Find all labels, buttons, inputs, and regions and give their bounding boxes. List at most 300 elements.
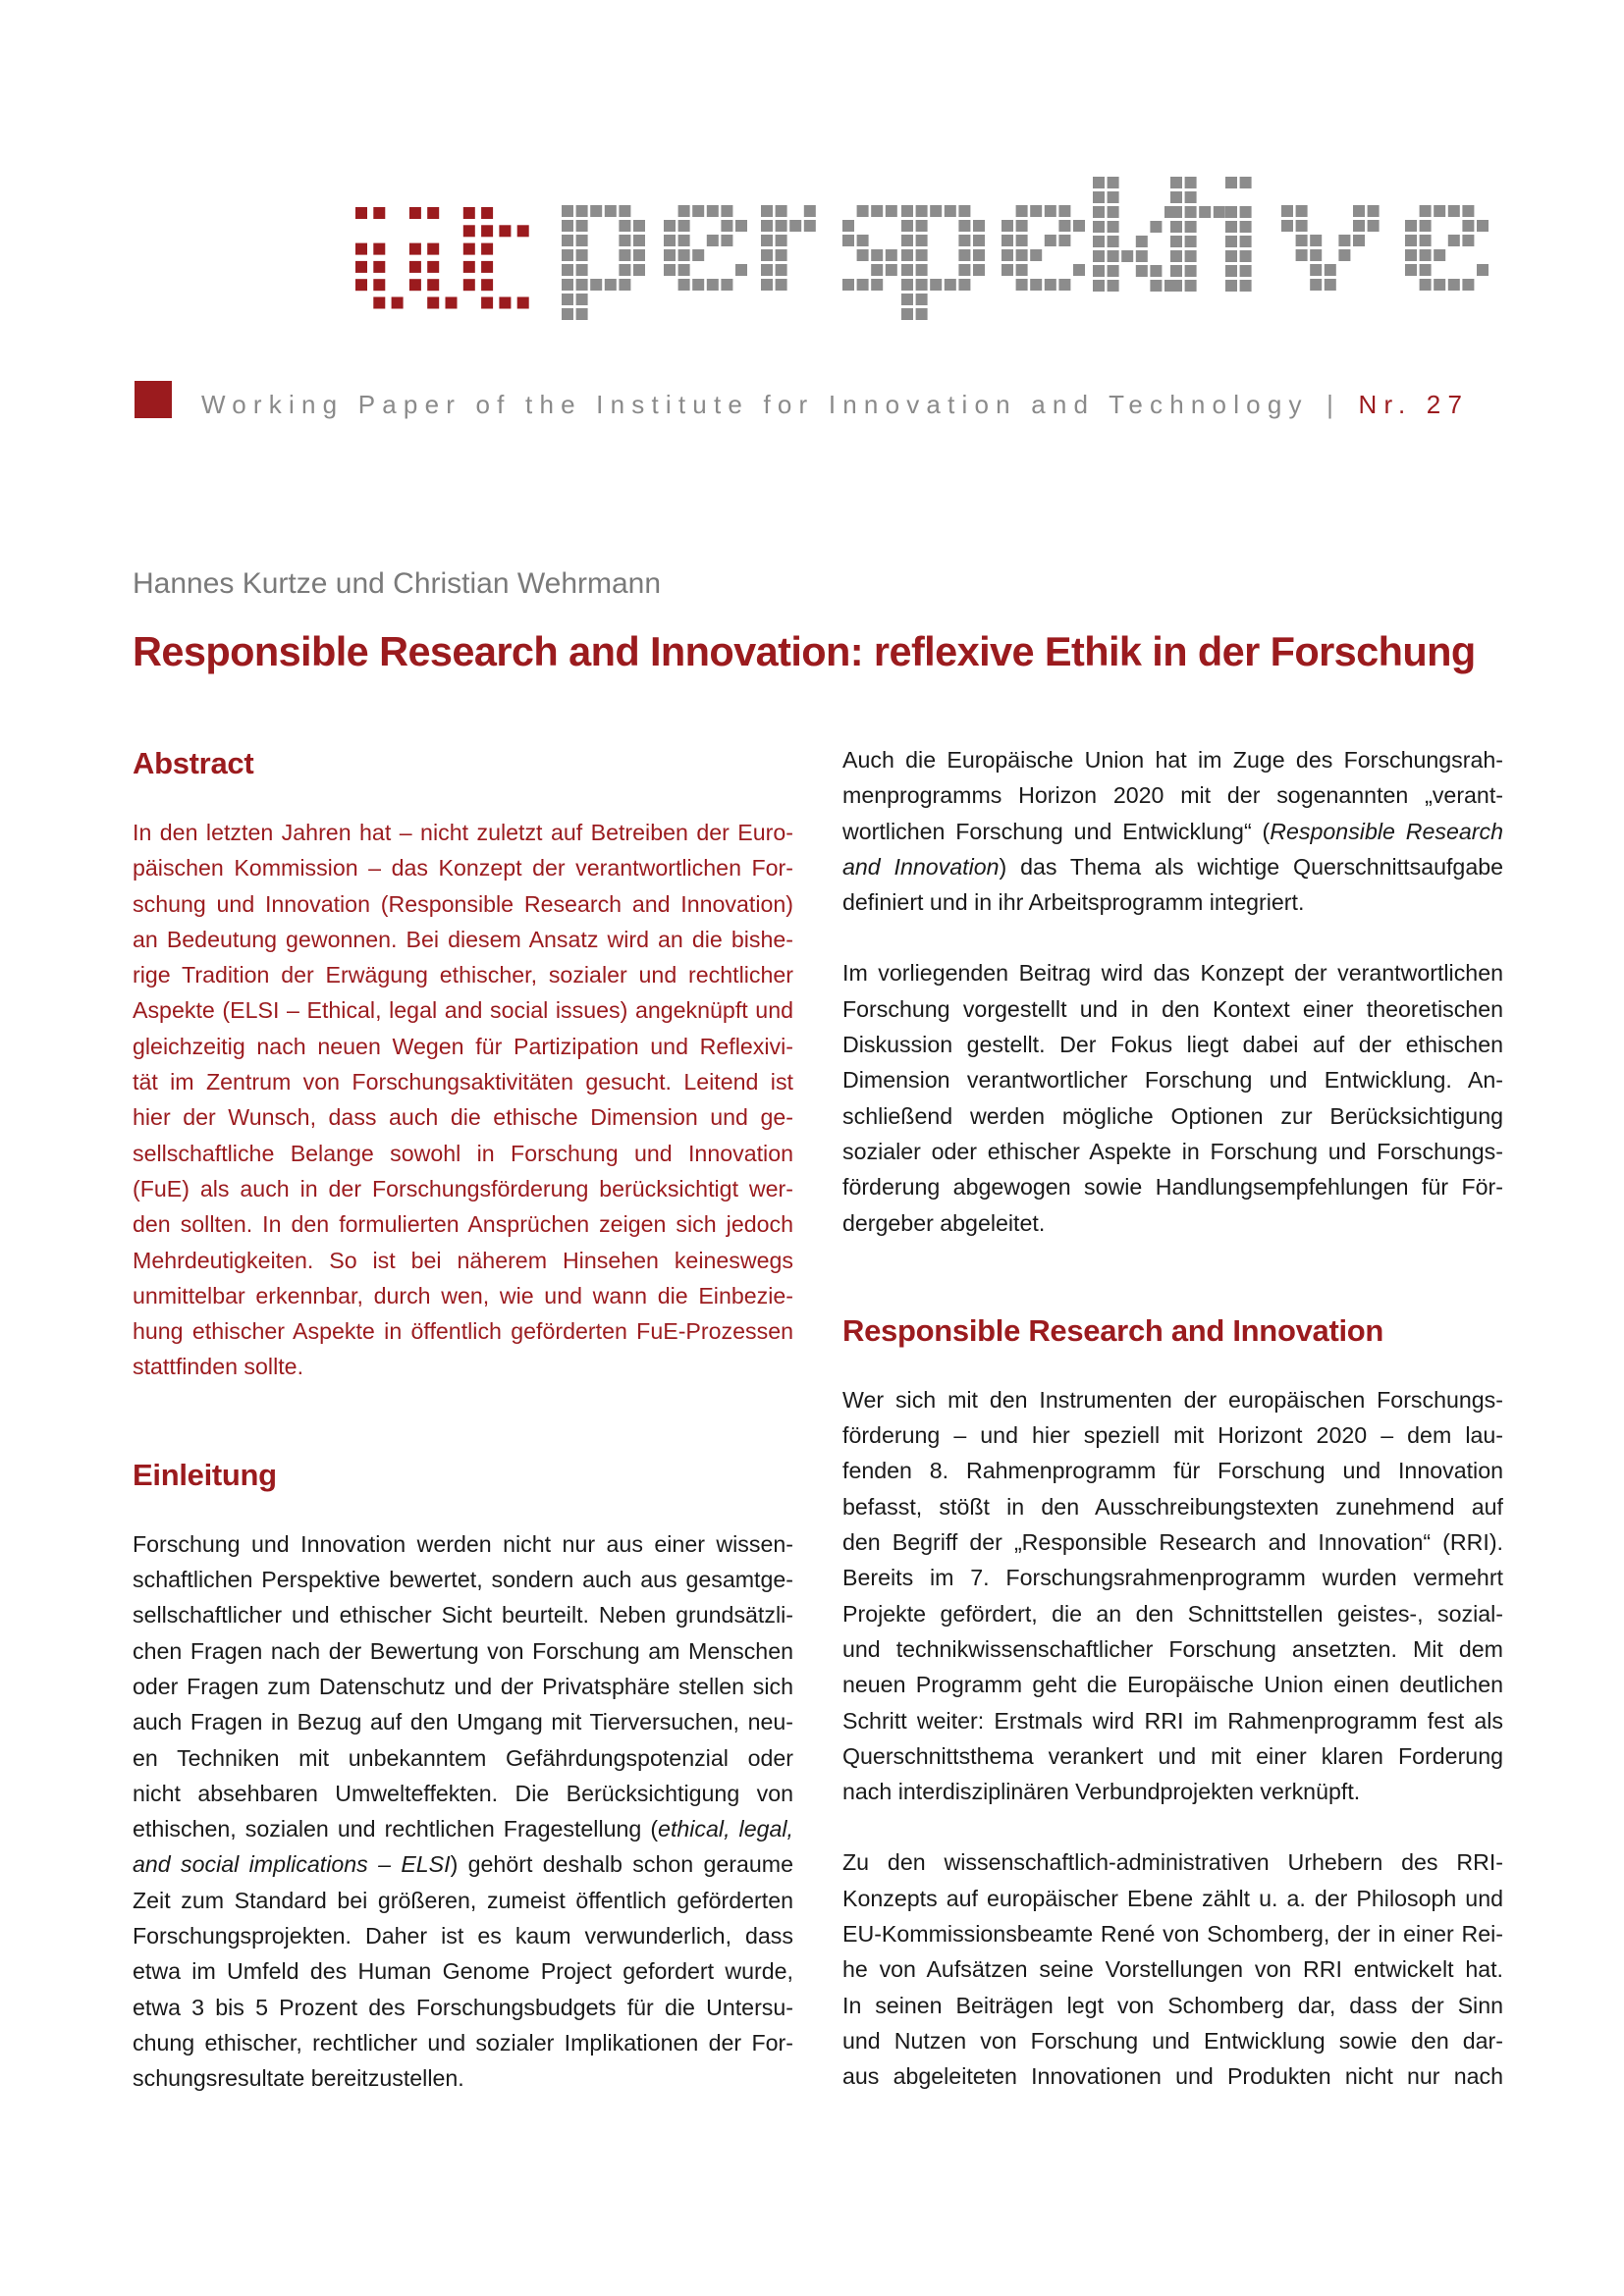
text-line: förderung – und hier speziell mit Horizont 2020 – dem lau-: [842, 1422, 1503, 1449]
logo-pixel: [842, 220, 854, 232]
logo-pixel: [1016, 205, 1028, 217]
logo-pixel: [916, 279, 928, 291]
logo-pixel: [871, 249, 883, 261]
logo-pixel: [463, 243, 475, 255]
logo-pixel: [1420, 249, 1432, 261]
logo-pixel: [721, 205, 732, 217]
logo-pixel: [735, 220, 747, 232]
logo-pixel: [776, 249, 787, 261]
logo-pixel: [1045, 235, 1056, 246]
logo-pixel: [901, 308, 913, 320]
text-line: In seinen Beiträgen legt von Schomberg dar, dass der Sinn: [842, 1992, 1503, 2018]
logo-pixel: [1448, 205, 1460, 217]
logo-wordmark-letter: [1225, 177, 1252, 292]
logo-pixel: [761, 220, 773, 232]
logo-pixel: [1405, 264, 1417, 276]
text-line: Forschung vorgestellt und in den Kontext einer theoretischen: [842, 995, 1503, 1022]
logo-pixel: [1477, 220, 1489, 232]
text-line: dergeber abgeleitet.: [842, 1209, 1046, 1236]
text-line: nicht absehbaren Umwelteffekten. Die Berücksichtigung von: [133, 1780, 793, 1806]
logo-pixel: [373, 207, 385, 219]
logo-pixel: [1325, 279, 1336, 291]
text-line: nach interdisziplinären Verbundprojekten verknüpft.: [842, 1779, 1361, 1805]
text-line: schungsresultate bereitzustellen.: [133, 2065, 464, 2092]
logo-pixel: [1016, 264, 1028, 276]
logo-pixel: [1405, 235, 1417, 246]
logo-pixel: [1030, 205, 1042, 217]
logo-pixel: [1225, 280, 1237, 292]
logo-pixel: [1045, 205, 1056, 217]
logo-pixel: [1170, 191, 1182, 203]
logo-pixel: [517, 225, 529, 237]
logo-pixel: [958, 220, 970, 232]
logo-pixel: [481, 243, 493, 255]
text-line: oder Fragen zum Datenschutz und der Privatsphäre stellen sich: [133, 1673, 793, 1699]
logo-pixel: [481, 225, 493, 237]
logo-pixel: [958, 235, 970, 246]
intro-paragraph-2: [842, 955, 1503, 1240]
einleitung-heading: Einleitung: [133, 1457, 277, 1492]
logo-pixel: [1170, 177, 1182, 188]
logo-pixel: [857, 279, 869, 291]
logo-pixel: [692, 279, 704, 291]
text-line: (FuE) als auch in der Forschungsförderung berücksichtigt wer-: [133, 1175, 793, 1201]
logo-pixel: [1185, 280, 1197, 292]
logo-pixel: [427, 207, 439, 219]
logo-pixel: [692, 249, 704, 261]
logo-pixel: [1093, 177, 1105, 188]
logo-pixel: [678, 220, 690, 232]
logo-pixel: [664, 220, 676, 232]
abstract-heading: Abstract: [133, 746, 254, 780]
text-line: ethischen, sozialen und rechtlichen Fragestellung (ethical, legal,: [133, 1816, 793, 1842]
logo-pixel: [1240, 250, 1252, 262]
logo-pixel: [633, 249, 645, 261]
logo-pixel: [1108, 250, 1119, 262]
text-line: förderung abgewogen sowie Handlungsempfehlungen für För-: [842, 1174, 1503, 1201]
text-line: gleichzeitig nach neuen Wegen für Partizipation und Reflexivi-: [133, 1033, 793, 1059]
logo-pixel: [1073, 220, 1085, 232]
logo-pixel: [1420, 264, 1432, 276]
text-line: unmittelbar erkennbar, durch wen, wie und wann die Einbezie-: [133, 1282, 793, 1308]
text-line: etwa 3 bis 5 Prozent des Forschungsbudgets für die Untersu-: [133, 1994, 793, 2020]
logo-pixel: [1058, 235, 1070, 246]
logo-pixel: [373, 261, 385, 273]
logo-pixel: [1240, 280, 1252, 292]
text-line: den Begriff der „Responsible Research and Innovation“ (RRI).: [842, 1529, 1503, 1556]
logo-pixel: [886, 249, 897, 261]
text-line: chen Fragen nach der Bewertung von Forschung am Menschen: [133, 1637, 793, 1664]
logo-pixel: [576, 235, 588, 246]
logo-pixel: [1225, 206, 1237, 218]
logo-pixel: [916, 220, 928, 232]
text-line: päischen Kommission – das Konzept der verantwortlichen For-: [133, 855, 793, 881]
logo-pixel: [901, 220, 913, 232]
logo-pixel: [973, 249, 985, 261]
logo-pixel: [1001, 264, 1013, 276]
logo-pixel: [842, 235, 854, 246]
logo-pixel: [1338, 235, 1350, 246]
logo-pixel: [1108, 280, 1119, 292]
logo-pixel: [761, 279, 773, 291]
logo-pixel: [1108, 265, 1119, 277]
logo-pixel: [562, 294, 573, 305]
logo-pixel: [1310, 235, 1322, 246]
logo-pixel: [678, 264, 690, 276]
logo-pixel: [692, 205, 704, 217]
logo-pixel: [1030, 249, 1042, 261]
text-line: rige Tradition der Erwägung ethischer, sozialer und rechtlicher: [133, 962, 793, 988]
logo-pixel: [1073, 264, 1085, 276]
logo-pixel: [1185, 191, 1197, 203]
text-line: sellschaftliche Belange sowohl in Forschung und Innovation: [133, 1140, 793, 1166]
logo-pixel: [1093, 280, 1105, 292]
logo-pixel: [1016, 249, 1028, 261]
text-line: hier der Wunsch, dass auch die ethische Dimension und ge-: [133, 1104, 793, 1131]
logo-pixel: [776, 264, 787, 276]
logo-pixel: [1016, 279, 1028, 291]
logo-pixel: [916, 294, 928, 305]
logo-pixel: [735, 264, 747, 276]
logo-pixel: [1093, 236, 1105, 247]
logo-pixel: [409, 207, 421, 219]
logo-wordmark-letter: [562, 205, 645, 320]
logo-pixel: [1240, 206, 1252, 218]
text-line: an Bedeutung gewonnen. Bei diesem Ansatz wird an die bishe-: [133, 926, 793, 952]
logo-pixel: [576, 249, 588, 261]
logo-pixel: [590, 205, 602, 217]
logo-pixel: [664, 249, 676, 261]
logo-pixel: [1093, 265, 1105, 277]
logo-pixel: [1462, 279, 1474, 291]
logo-pixel: [1325, 264, 1336, 276]
text-line: EU-Kommissionsbeamte René von Schomberg, der in einer Rei-: [842, 1921, 1503, 1948]
logo-pixel: [871, 279, 883, 291]
logo-pixel: [945, 279, 956, 291]
logo-pixel: [619, 249, 630, 261]
logo-pixel: [1420, 279, 1432, 291]
text-line: Zu den wissenschaftlich-administrativen Urhebern des RRI-: [842, 1849, 1503, 1876]
logo-pixel: [633, 235, 645, 246]
logo-pixel: [1353, 205, 1365, 217]
logo-pixel: [1448, 279, 1460, 291]
rri-heading: Responsible Research and Innovation: [842, 1312, 1384, 1348]
logo-pixel: [1185, 221, 1197, 233]
logo-pixel: [678, 235, 690, 246]
logo-pixel: [463, 261, 475, 273]
text-line: und Nutzen von Forschung und Entwicklung sowie den dar-: [842, 2027, 1503, 2054]
logo-pixel: [1150, 280, 1162, 292]
logo-pixel: [576, 279, 588, 291]
intro-paragraph-1: [842, 742, 1503, 920]
logo-pixel: [930, 279, 942, 291]
logo-pixel: [481, 279, 493, 291]
logo-pixel: [707, 205, 719, 217]
logo-pixel: [1058, 220, 1070, 232]
text-line: Im vorliegenden Beitrag wird das Konzept der verantwortlichen: [842, 960, 1503, 987]
logo-pixel: [916, 264, 928, 276]
logo-pixel: [1093, 191, 1105, 203]
logo-pixel: [1240, 236, 1252, 247]
logo-pixel: [463, 225, 475, 237]
logo-pixel: [916, 205, 928, 217]
text-line: menprogramms Horizon 2020 mit der sogenannten „verant-: [842, 782, 1503, 809]
logo-pixel: [1093, 250, 1105, 262]
text-line: schaftlichen Perspektive bewertet, sondern auch aus gesamtge-: [133, 1567, 793, 1593]
text-line: Mehrdeutigkeiten. So ist bei näherem Hinsehen keineswegs: [133, 1247, 793, 1273]
separator: |: [1326, 390, 1341, 419]
logo-pixel: [804, 205, 816, 217]
logo-pixel: [664, 235, 676, 246]
logo-pixel: [1199, 206, 1211, 218]
logo-pixel: [576, 205, 588, 217]
logo-pixel: [1001, 235, 1013, 246]
logo-pixel: [1170, 236, 1182, 247]
series-subtitle: [201, 390, 1469, 420]
logo-pixel: [707, 235, 719, 246]
logo-pixel: [721, 220, 732, 232]
logo-pixel: [761, 264, 773, 276]
logo-pixel: [842, 279, 854, 291]
text-line: Diskussion gestellt. Der Fokus liegt dabei auf der ethischen: [842, 1032, 1503, 1058]
logo-pixel: [481, 261, 493, 273]
text-line: und technikwissenschaftlicher Forschung ansetzten. Mit dem: [842, 1635, 1503, 1662]
logo-pixel: [1016, 235, 1028, 246]
text-line: Bereits im 7. Forschungsrahmenprogramm wurden vermehrt: [842, 1565, 1503, 1591]
authors: Hannes Kurtze und Christian Wehrmann: [133, 567, 662, 600]
logo-pixel: [517, 297, 529, 309]
logo-pixel: [481, 297, 493, 309]
logo-pixel: [605, 205, 617, 217]
logo-pixel: [1462, 220, 1474, 232]
logo-pixel: [930, 205, 942, 217]
logo-pixel: [1108, 177, 1119, 188]
logo-pixel: [576, 294, 588, 305]
logo-pixel: [707, 279, 719, 291]
logo-pixel: [355, 207, 367, 219]
logo-pixel: [973, 264, 985, 276]
logo-pixel: [562, 308, 573, 320]
logo-pixel: [1420, 235, 1432, 246]
logo-wordmark-letter: [1281, 205, 1380, 291]
logo-pixel: [1170, 221, 1182, 233]
logo-pixel: [761, 235, 773, 246]
logo-pixel: [1225, 265, 1237, 277]
text-line: Wer sich mit den Instrumenten der europäischen Forschungs-: [842, 1386, 1503, 1413]
page-title: Responsible Research and Innovation: reflexive Ethik in der Forschung: [133, 628, 1476, 674]
logo-pixel: [499, 225, 511, 237]
text-line: Auch die Europäische Union hat im Zuge des Forschungsrah-: [842, 747, 1503, 773]
logo-wordmark-letter: [664, 205, 747, 291]
logo-pixel: [901, 235, 913, 246]
logo-pixel: [958, 264, 970, 276]
logo-pixel: [1108, 191, 1119, 203]
logo-pixel: [761, 249, 773, 261]
logo-pixel: [1434, 279, 1445, 291]
logo-pixel: [1001, 249, 1013, 261]
text-line: he von Aufsätzen seine Vorstellungen von RRI entwickelt hat.: [842, 1956, 1503, 1983]
logo-pixel: [576, 308, 588, 320]
text-line: definiert und in ihr Arbeitsprogramm integriert.: [842, 889, 1305, 916]
logo-pixel: [1225, 177, 1237, 188]
text-line: en Techniken mit unbekanntem Gefährdungspotenzial oder: [133, 1744, 793, 1771]
logo-pixel: [446, 297, 458, 309]
abstract-text: [133, 815, 793, 1385]
logo-pixel: [562, 220, 573, 232]
logo-pixel: [1240, 177, 1252, 188]
logo-pixel: [562, 205, 573, 217]
logo-pixel: [1281, 220, 1293, 232]
logo-pixel: [1108, 236, 1119, 247]
text-line: sellschaftlicher und ethischer Sicht beurteilt. Neben grundsätzli-: [133, 1602, 793, 1629]
logo-pixel: [1420, 220, 1432, 232]
logo-wordmark-letter: [1405, 205, 1489, 291]
text-line: etwa im Umfeld des Human Genome Project gefordert wurde,: [133, 1958, 793, 1985]
logo-pixel: [958, 279, 970, 291]
logo-pixel: [1185, 177, 1197, 188]
logo-pixel: [619, 220, 630, 232]
logo-pixel: [664, 264, 676, 276]
logo-pixel: [562, 235, 573, 246]
text-line: den sollten. In den formulierten Ansprüchen zeigen sich jedoch: [133, 1211, 793, 1238]
logo-pixel: [1462, 235, 1474, 246]
logo-pixel: [409, 261, 421, 273]
logo-pixel: [1016, 220, 1028, 232]
text-line: befasst, stößt in den Ausschreibungstexten zunehmend auf: [842, 1493, 1503, 1520]
rri-paragraph-1: [842, 1382, 1503, 1810]
logo-pixel: [1434, 249, 1445, 261]
logo-pixel: [373, 279, 385, 291]
logo-pixel: [886, 205, 897, 217]
logo-pixel: [463, 207, 475, 219]
logo-pixel: [1058, 279, 1070, 291]
einleitung-text: [133, 1526, 793, 2097]
iit-perspektive-logo: [0, 0, 1624, 353]
logo-pixel: [1240, 265, 1252, 277]
logo-pixel: [916, 249, 928, 261]
logo-pixel: [1296, 235, 1308, 246]
logo-pixel: [1136, 236, 1148, 247]
logo-pixel: [562, 264, 573, 276]
logo-pixel: [901, 205, 913, 217]
logo-pixel: [871, 205, 883, 217]
logo-pixel: [1185, 206, 1197, 218]
logo-pixel: [776, 235, 787, 246]
logo-pixel: [1170, 280, 1182, 292]
logo-pixel: [1477, 264, 1489, 276]
logo-pixel: [1296, 249, 1308, 261]
logo-pixel: [945, 205, 956, 217]
logo-pixel: [857, 235, 869, 246]
text-line: chung ethischer, rechtlicher und sozialer Implikationen der For-: [133, 2029, 793, 2056]
logo-pixel: [619, 235, 630, 246]
logo-pixel: [409, 243, 421, 255]
text-line: Forschung und Innovation werden nicht nur aus einer wissen-: [133, 1530, 793, 1557]
logo-pixel: [1281, 205, 1293, 217]
logo-pixel: [619, 205, 630, 217]
logo-wordmark-letter: [761, 205, 816, 291]
logo-pixel: [1121, 250, 1133, 262]
text-line: schung und Innovation (Responsible Research and Innovation): [133, 890, 793, 917]
logo-pixel: [562, 249, 573, 261]
logo-pixel: [1170, 206, 1182, 218]
logo-pixel: [1030, 279, 1042, 291]
logo-pixel: [1108, 206, 1119, 218]
logo-pixel: [901, 249, 913, 261]
logo-pixel: [427, 297, 439, 309]
text-line: Forschungsprojekten. Daher ist es kaum verwunderlich, dass: [133, 1923, 793, 1949]
logo-pixel: [857, 205, 869, 217]
logo-pixel: [901, 264, 913, 276]
logo-pixel: [776, 279, 787, 291]
logo-pixel: [1058, 205, 1070, 217]
text-line: Konzepts auf europäischer Ebene zählt u. a. der Philosoph und: [842, 1885, 1503, 1911]
logo-pixel: [1405, 220, 1417, 232]
text-line: auch Fragen in Bezug auf den Umgang mit Tierversuchen, neu-: [133, 1709, 793, 1735]
logo-wordmark-letter: [901, 205, 985, 320]
text-line: Dimension verantwortlicher Forschung und Entwicklung. An-: [842, 1067, 1503, 1094]
text-line: sozialer oder ethischer Aspekte in Forschung und Forschungs-: [842, 1138, 1503, 1164]
logo-pixel: [1240, 221, 1252, 233]
logo-pixel: [776, 205, 787, 217]
logo-pixel: [355, 243, 367, 255]
logo-pixel: [1185, 250, 1197, 262]
logo-pixel: [871, 264, 883, 276]
logo-pixel: [427, 243, 439, 255]
logo-mark-iit: [355, 207, 529, 309]
logo-pixel: [427, 261, 439, 273]
logo-pixel: [678, 279, 690, 291]
logo-pixel: [721, 279, 732, 291]
logo-pixel: [973, 220, 985, 232]
logo-pixel: [1225, 236, 1237, 247]
logo-pixel: [958, 205, 970, 217]
logo-pixel: [1310, 249, 1322, 261]
text-line: fenden 8. Rahmenprogramm für Forschung und Innovation: [842, 1458, 1503, 1484]
logo-pixel: [1001, 220, 1013, 232]
logo-pixel: [1448, 235, 1460, 246]
logo-pixel: [1170, 250, 1182, 262]
logo-pixel: [409, 279, 421, 291]
logo-pixel: [619, 279, 630, 291]
logo-pixel: [1093, 221, 1105, 233]
logo-wordmark-letter: [842, 205, 897, 291]
right-column: [842, 742, 1503, 2095]
series-label: Working Paper of the Institute for Innovation and Technology: [201, 390, 1309, 419]
logo-pixel: [481, 207, 493, 219]
logo-pixel: [576, 220, 588, 232]
logo-pixel: [373, 243, 385, 255]
logo-pixel: [1338, 249, 1350, 261]
logo-wordmark-letter: [1170, 177, 1225, 292]
logo-pixel: [1434, 205, 1445, 217]
logo-pixel: [1225, 250, 1237, 262]
logo-pixel: [1150, 265, 1162, 277]
logo-pixel: [1405, 249, 1417, 261]
logo-pixel: [958, 249, 970, 261]
logo-pixel: [721, 235, 732, 246]
logo-pixel: [633, 220, 645, 232]
text-line: Querschnittsthema verankert und mit einer klaren Forderung: [842, 1742, 1503, 1769]
logo-pixel: [901, 294, 913, 305]
logo-pixel: [619, 264, 630, 276]
logo-pixel: [789, 220, 801, 232]
logo-pixel: [1353, 220, 1365, 232]
logo-pixel: [1185, 265, 1197, 277]
text-line: Schritt weiter: Erstmals wird RRI im Rahmenprogramm fest als: [842, 1707, 1503, 1734]
logo-pixel: [1170, 265, 1182, 277]
logo-pixel: [916, 308, 928, 320]
